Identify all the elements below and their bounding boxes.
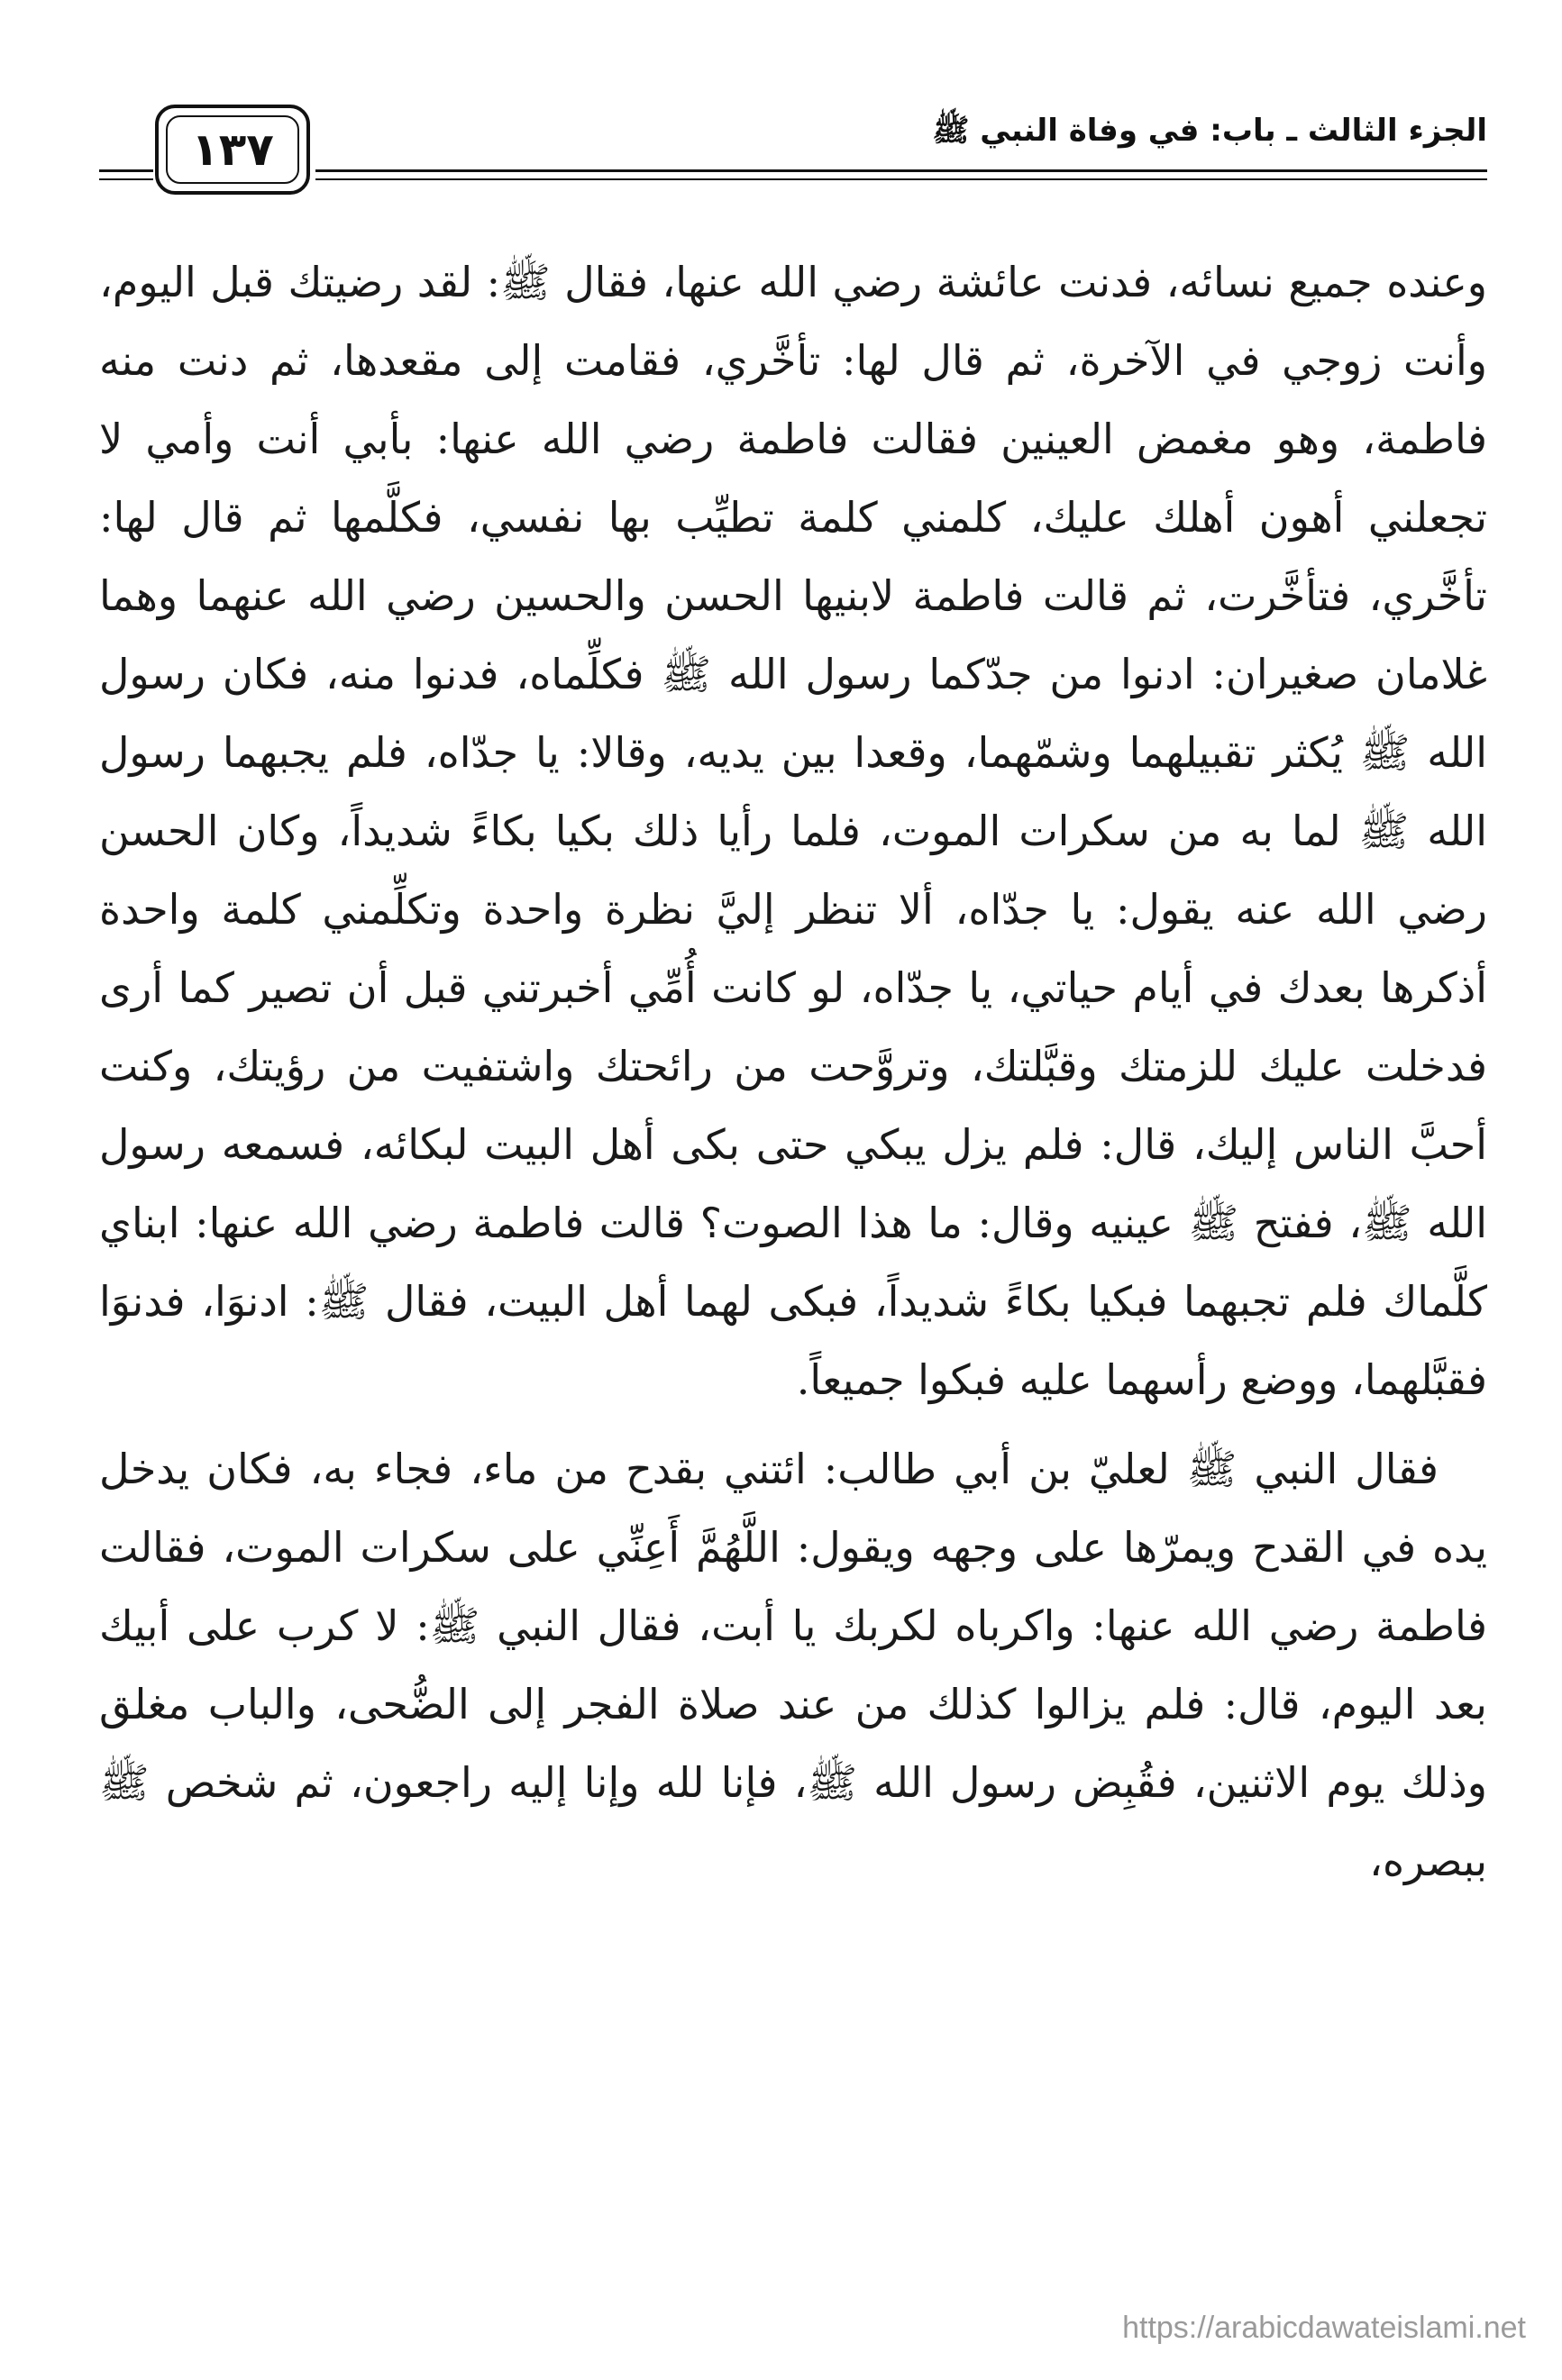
- header-rule-left-top: [99, 169, 153, 172]
- running-header-title: الجزء الثالث ـ باب: في وفاة النبي ﷺ: [932, 113, 1487, 149]
- body-text: [99, 243, 1487, 1901]
- watermark-url: https://arabicdawateislami.net: [1122, 2311, 1526, 2345]
- header-rule-top: [315, 169, 1487, 172]
- header-rule-bottom: [315, 178, 1487, 180]
- paragraph-1: وعنده جميع نسائه، فدنت عائشة رضي الله عنها، فقال ﷺ: لقد رضيتك قبل اليوم، وأنت زوجي في الآخرة، ثم قال لها: تأخَّري، فقامت إلى مقعدها، ثم دنت منه فاطمة، وهو مغمض العينين فقالت فاطمة رضي الله عنها: بأبي أنت وأمي لا تجعلني أهون أهلك عليك، كلمني كلمة تطيِّب بها نفسي، فكلَّمها ثم قال لها: تأخَّري، فتأخَّرت، ثم قالت فاطمة لابنيها الحسن والحسين رضي الله عنهما وهما غلامان صغيران: ادنوا من جدّكما رسول الله ﷺ فكلِّماه، فدنوا منه، فكان رسول الله ﷺ يُكثر تقبيلهما وشمّهما، وقعدا بين يديه، وقالا: يا جدّاه، فلم يجبهما رسول الله ﷺ لما به من سكرات الموت، فلما رأيا ذلك بكيا بكاءً شديداً، وكان الحسن رضي الله عنه يقول: يا جدّاه، ألا تنظر إليَّ نظرة واحدة وتكلِّمني كلمة واحدة أذكرها بعدك في أيام حياتي، يا جدّاه، لو كانت أُمِّي أخبرتني قبل أن تصير كما أرى فدخلت عليك للزمتك وقبَّلتك، وتروَّحت من رائحتك واشتفيت من رؤيتك، وكنت أحبَّ الناس إليك، قال: فلم يزل يبكي حتى بكى أهل البيت لبكائه، فسمعه رسول الله ﷺ، ففتح ﷺ عينيه وقال: ما هذا الصوت؟ قالت فاطمة رضي الله عنها: ابناي كلَّماك فلم تجبهما فبكيا بكاءً شديداً، فبكى لهما أهل البيت، فقال ﷺ: ادنوَا، فدنوَا فقبَّلهما، ووضع رأسهما عليه فبكوا جميعاً.: [99, 258, 1487, 1404]
- page-number-frame: [155, 105, 310, 195]
- paragraph-2: فقال النبي ﷺ لعليّ بن أبي طالب: ائتني بقدح من ماء، فجاء به، فكان يدخل يده في القدح ويمرّها على وجهه ويقول: اللَّهُمَّ أَعِنِّي على سكرات الموت، فقالت فاطمة رضي الله عنها: واكرباه لكربك يا أبت، فقال النبي ﷺ: لا كرب على أبيك بعد اليوم، قال: فلم يزالوا كذلك من عند صلاة الفجر إلى الضُّحى، والباب مغلق وذلك يوم الاثنين، فقُبِض رسول الله ﷺ، فإنا لله وإنا إليه راجعون، ثم شخص ﷺ ببصره،: [99, 1445, 1488, 1885]
- page-number: ١٣٧: [166, 115, 299, 184]
- page-header: [99, 99, 1487, 207]
- header-rule-left-bottom: [99, 178, 153, 180]
